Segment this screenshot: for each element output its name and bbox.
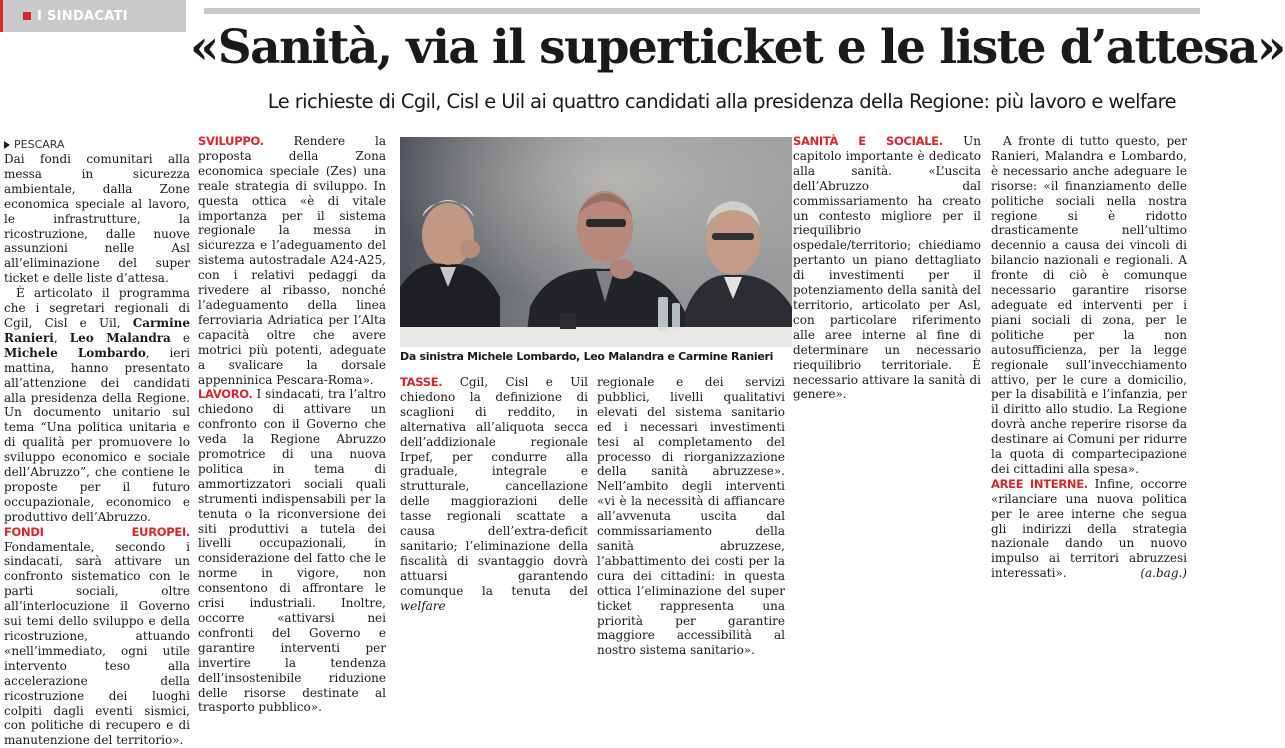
paragraph-tasse: TASSE. Cgil, Cisl e Uil chiedono la definizione di scaglioni di reddito, in alternativa all’aliquota secca dell’addizionale regionale Irpef, per condurre alla graduale, integrale e strutturale, cancellazione delle maggiorazioni delle tasse regionali scattate a causa dell’extra-deficit sanitario; l’eliminazione della fiscalità di svantaggio dovrà attuarsi garantendo comunque la tenuta del welfare xyxy=(400,375,588,613)
heading-fondi-europei: FONDI EUROPEI. xyxy=(4,524,190,539)
headline: «Sanità, via il superticket e le liste d’attesa» xyxy=(190,20,1285,75)
photo-caption: Da sinistra Michele Lombardo, Leo Malandra e Carmine Ranieri xyxy=(400,350,774,363)
paragraph-intro: Dai fondi comunitari alla messa in sicurezza ambientale, dalla Zone economica speciale al lavoro, le infrastrutture, la ricostruzione, dalle nuove assunzioni nelle Asl all’eliminazione del super ticket e delle liste d’attesa. xyxy=(4,152,190,286)
heading-sanita-sociale: SANITÀ E SOCIALE. xyxy=(793,134,943,148)
column-1 xyxy=(4,152,190,748)
subtitle: Le richieste di Cgil, Cisl e Uil ai quattro candidati alla presidenza della Regione: più lavoro e welfare xyxy=(267,90,1176,113)
paragraph-lavoro: LAVORO. I sindacati, tra l’altro chiedono di attivare un confronto con il Governo che veda la Regione Abruzzo promotrice di una nuova politica in tema di ammortizzatori sociali quali strumenti indispensabili per la tenuta o la riconversione dei siti produttivi a tutela dei livelli occupazionali, in considerazione del fatto che le norme in vigore, non consentono di affrontare le crisi industriali. Inoltre, occorre «attivarsi nei confronti del Governo e garantire interventi per invertire la tendenza dell’insostenibile riduzione delle risorse destinate al trasporto pubblico». xyxy=(198,387,386,715)
photo-illustration xyxy=(400,137,792,347)
paragraph-tasse-cont: regionale e dei servizi pubblici, livelli qualitativi elevati del sistema sanitario ed i necessari investimenti tesi al completamento del processo di riorganizzazione della sanità abruzzese». Nell’ambito degli interventi «vi è la necessità di affiancare all’avvenuta uscita dal commissariamento della sanità abruzzese, l’abbattimento dei costi per la cura dei cittadini: in questa ottica l’eliminazione del super ticket rappresenta una priorità per garantire maggiore accessibilità al nostro sistema sanitario». xyxy=(597,375,785,658)
arrow-icon xyxy=(4,141,10,149)
paragraph-programma: È articolato il programma che i segretari regionali di Cgil, Cisl e Uil, Carmine Ranieri, Leo Malandra e Michele Lombardo, ieri mattina, hanno presentato all’attenzione dei candidati alla presidenza della Regione. Un documento unitario sul tema “Una politica unitaria e di qualità per promuovere lo sviluppo economico e sociale dell’Abruzzo”, che contiene le proposte per il futuro occupazionale, economico e produttivo dell’Abruzzo. xyxy=(4,286,190,524)
heading-tasse: TASSE. xyxy=(400,375,443,389)
paragraph-aree: AREE INTERNE. Infine, occorre «rilanciare una nuova politica per le aree interne che segua gli indirizzi della strategia nazionale dando un nuovo impulso ai territori abruzzesi interessati». (a.bag.) xyxy=(991,476,1187,581)
section-kicker xyxy=(0,0,186,32)
author-signature: (a.bag.) xyxy=(1140,566,1187,581)
paragraph-fronte: A fronte di tutto questo, per Ranieri, Malandra e Lombardo, è necessario anche adeguare le risorse: «il finanziamento delle politiche sociali nella nostra regione si è ridotto drasticamente nell’ultimo decennio a causa dei vincoli di bilancio nazionali e regionali. A fronte di ciò è comunque necessario garantire risorse adeguate ed interventi per i piani sociali di zona, per le politiche per la non autosufficienza, per la legge regionale sull’invecchiamento attivo, per le cure a domicilio, per la disabilità e l’infanzia, per il diritto allo studio. La Regione dovrà anche reperire risorse da destinare ai Comuni per ridurre la quota di compartecipazione dei cittadini alla spesa». xyxy=(991,134,1187,476)
name-malandra: Leo Malandra xyxy=(69,330,171,345)
paragraph-sviluppo: SVILUPPO. Rendere la proposta della Zona economica speciale (Zes) una reale strategia di sviluppo. In questa ottica «è di vitale importanza per il sistema regionale la messa in sicurezza e l’adeguamento del sistema autostradale A24-A25, con i relativi pedaggi da rivedere al ribasso, nonché l’adeguamento della linea ferroviaria Adriatica per l’Alta capacità oltre che avere motrici più potenti, adeguate a svalicare la dorsale appenninica Pescara-Roma». xyxy=(198,134,386,387)
column-3 xyxy=(400,375,588,613)
paragraph-sanita: SANITÀ E SOCIALE. Un capitolo importante è dedicato alla sanità. «L’uscita dell’Abruzzo dal commissariamento ha creato un contesto migliore per il riequilibrio ospedale/territorio; chiediamo pertanto un piano dettagliato di investimenti per il potenziamento della sanità del territorio, articolato per Asl, con particolare riferimento alle aree interne al fine di determinare un necessario riequilibrio territoriale. È necessario attivare la sanità di genere». xyxy=(793,134,981,402)
name-lombardo: Michele Lombardo xyxy=(4,345,146,360)
column-5 xyxy=(793,134,981,563)
paragraph-fondi: FONDI EUROPEI. Fondamentale, secondo i sindacati, sarà attivare un confronto sistematico con le parti sociali, oltre all’interlocuzione il Governo sui temi dello sviluppo e della ricostruzione, attuando «nell’immediato, ogni utile intervento teso alla accelerazione della ricostruzione dei luoghi colpiti dagli eventi sismici, con politiche di recupero e di manutenzione del territorio». xyxy=(4,524,190,748)
heading-lavoro: LAVORO. xyxy=(198,387,253,402)
name-ranieri: Carmine Ranieri xyxy=(4,315,190,345)
column-6 xyxy=(991,134,1187,581)
dateline-text: PESCARA xyxy=(14,138,65,151)
red-square-icon xyxy=(23,12,31,20)
column-2 xyxy=(198,134,386,715)
top-rule xyxy=(204,8,1200,14)
dateline xyxy=(4,138,65,151)
column-4 xyxy=(597,375,785,658)
section-label: I SINDACATI xyxy=(37,8,128,24)
article-photo xyxy=(400,137,792,347)
heading-aree-interne: AREE INTERNE. xyxy=(991,476,1088,491)
heading-sviluppo: SVILUPPO. xyxy=(198,134,264,148)
